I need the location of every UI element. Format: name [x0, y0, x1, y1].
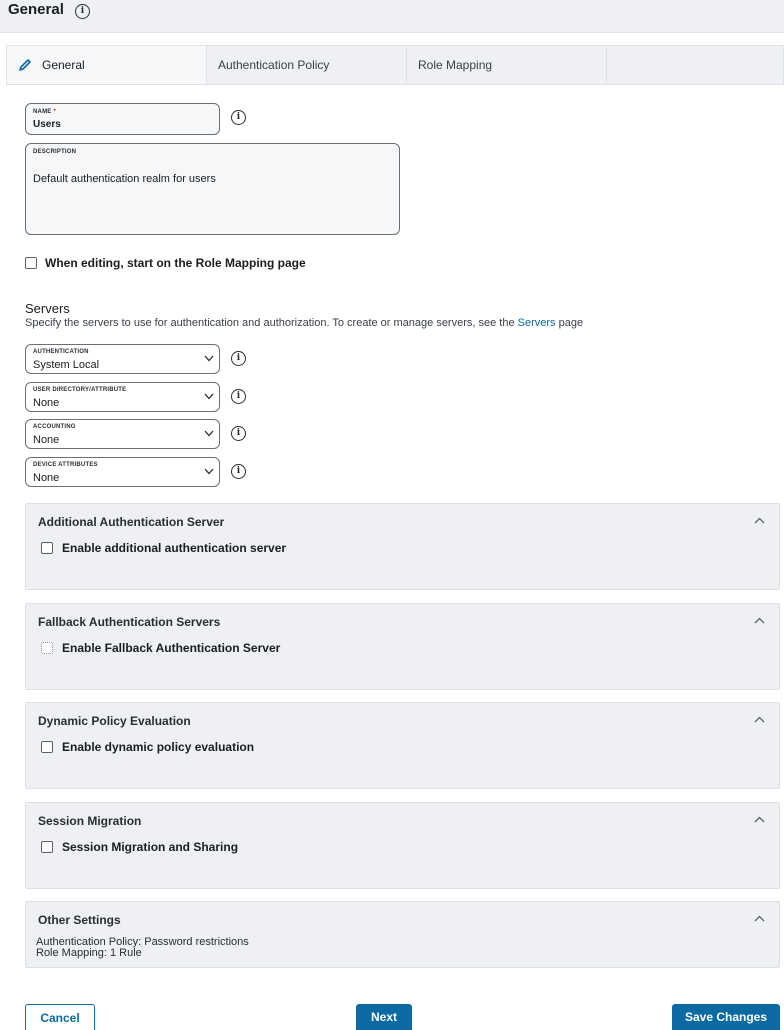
dynamic-policy-panel	[25, 702, 780, 789]
fallback-auth-panel	[25, 603, 780, 690]
accounting-select[interactable]	[25, 419, 220, 449]
name-label: NAME *	[33, 109, 56, 115]
additional-auth-row	[41, 541, 286, 555]
additional-auth-label: Enable additional authentication server	[62, 541, 287, 555]
other-settings-title: Other Settings	[38, 913, 121, 927]
chevron-down-icon	[204, 430, 214, 437]
description-value: Default authentication realm for users	[33, 173, 216, 185]
fallback-auth-checkbox[interactable]	[41, 642, 53, 654]
chevron-down-icon	[204, 355, 214, 362]
servers-link[interactable]: Servers	[517, 317, 556, 329]
start-role-mapping-checkbox[interactable]	[25, 257, 37, 269]
description-label: DESCRIPTION	[33, 149, 77, 155]
other-settings-line-2: Role Mapping: 1 Rule	[36, 947, 142, 959]
name-value: Users	[33, 119, 61, 130]
tab-authentication-policy-label: Authentication Policy	[218, 58, 330, 72]
servers-title: Servers	[25, 301, 70, 316]
fallback-auth-label: Enable Fallback Authentication Server	[62, 641, 281, 655]
additional-auth-panel	[25, 503, 780, 590]
name-field[interactable]	[25, 103, 220, 135]
dynamic-policy-row	[41, 740, 254, 754]
authentication-label: AUTHENTICATION	[33, 349, 89, 355]
dynamic-policy-label: Enable dynamic policy evaluation	[62, 740, 255, 754]
start-role-mapping-label: When editing, start on the Role Mapping page	[45, 256, 306, 270]
user-directory-select[interactable]	[25, 382, 220, 412]
session-migration-title: Session Migration	[38, 814, 142, 828]
next-button[interactable]: Next	[356, 1004, 412, 1030]
additional-auth-checkbox[interactable]	[41, 542, 53, 554]
device-attributes-info-icon[interactable]: i	[231, 464, 246, 479]
user-directory-value: None	[33, 397, 60, 409]
authentication-select[interactable]	[25, 344, 220, 374]
other-settings-line-1: Authentication Policy: Password restrictions	[36, 936, 249, 948]
required-mark: *	[53, 109, 56, 115]
tab-general[interactable]	[7, 46, 207, 84]
other-settings-panel	[25, 901, 780, 968]
page-title: General	[8, 1, 64, 18]
description-field[interactable]	[25, 143, 400, 235]
save-changes-button[interactable]: Save Changes	[672, 1004, 780, 1030]
dynamic-policy-title: Dynamic Policy Evaluation	[38, 714, 191, 728]
device-attributes-label: DEVICE ATTRIBUTES	[33, 462, 98, 468]
page-header	[0, 0, 784, 33]
authentication-info-icon[interactable]: i	[231, 351, 246, 366]
chevron-up-icon[interactable]	[754, 617, 765, 624]
pencil-icon	[18, 58, 32, 72]
session-migration-row	[41, 840, 238, 854]
servers-description: Specify the servers to use for authentication and authorization. To create or manage servers, see the Servers page	[25, 317, 584, 329]
tab-role-mapping[interactable]	[407, 46, 607, 84]
session-migration-panel	[25, 802, 780, 889]
chevron-down-icon	[204, 468, 214, 475]
accounting-value: None	[33, 434, 60, 446]
tab-bar	[6, 45, 784, 85]
accounting-label: ACCOUNTING	[33, 424, 76, 430]
session-migration-label: Session Migration and Sharing	[62, 840, 239, 854]
tab-general-label: General	[42, 58, 85, 72]
other-settings-summary	[36, 937, 249, 959]
device-attributes-select[interactable]	[25, 457, 220, 487]
dynamic-policy-checkbox[interactable]	[41, 741, 53, 753]
tab-authentication-policy[interactable]	[207, 46, 407, 84]
fallback-auth-title: Fallback Authentication Servers	[38, 615, 221, 629]
info-icon[interactable]: i	[75, 4, 90, 19]
device-attributes-value: None	[33, 472, 60, 484]
accounting-info-icon[interactable]: i	[231, 426, 246, 441]
chevron-up-icon[interactable]	[754, 517, 765, 524]
session-migration-checkbox[interactable]	[41, 841, 53, 853]
user-directory-label: USER DIRECTORY/ATTRIBUTE	[33, 387, 127, 393]
name-info-icon[interactable]: i	[231, 110, 246, 125]
user-directory-info-icon[interactable]: i	[231, 389, 246, 404]
chevron-up-icon[interactable]	[754, 816, 765, 823]
tab-role-mapping-label: Role Mapping	[418, 58, 493, 72]
chevron-down-icon	[204, 393, 214, 400]
fallback-auth-row	[41, 641, 280, 655]
authentication-value: System Local	[33, 359, 100, 371]
chevron-up-icon[interactable]	[754, 716, 765, 723]
cancel-button[interactable]: Cancel	[25, 1004, 95, 1030]
additional-auth-title: Additional Authentication Server	[38, 515, 225, 529]
chevron-up-icon[interactable]	[754, 915, 765, 922]
